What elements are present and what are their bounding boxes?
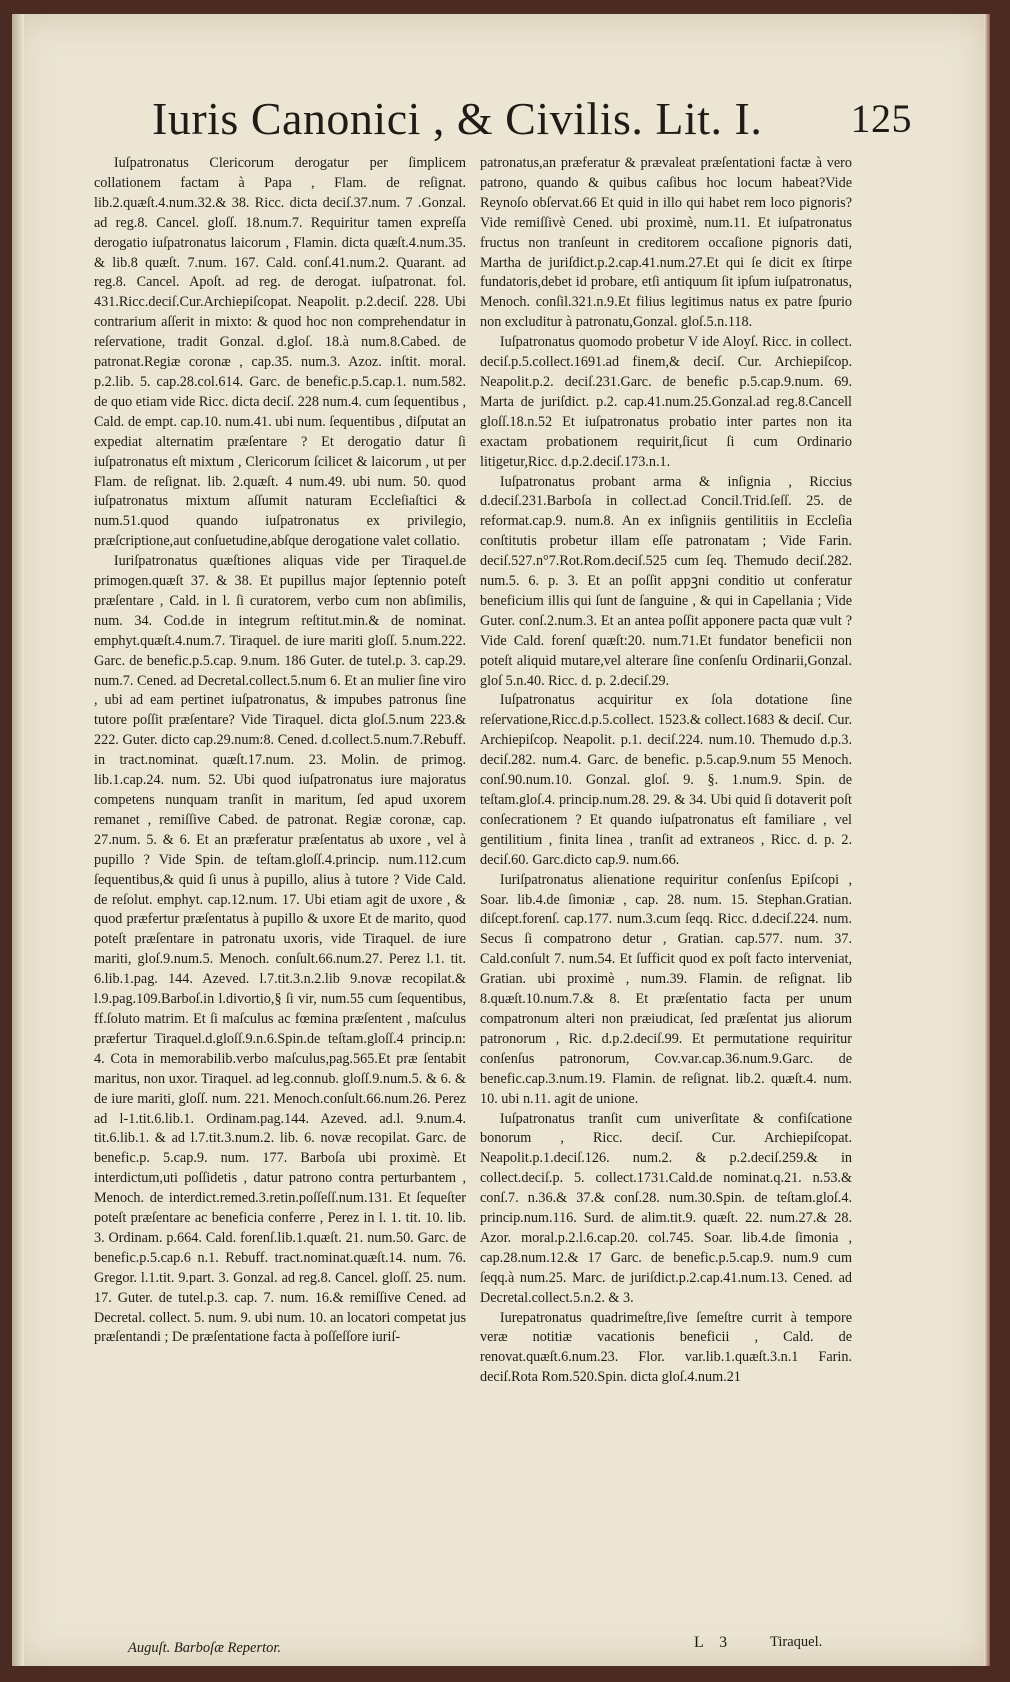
paragraph: Iurepatronatus quadrimeſtre,ſive ſemeſtre currit à tempore veræ notitiæ vacationis beneficii , Cald. de renovat.quæſt.6.num.23. Flor. var.lib.1.quæſt.3.n.1 Farin. deciſ.Rota Rom.520.Spin. dicta gloſ.4.num.21	[480, 1309, 852, 1386]
paragraph: Iuſpatronatus probant arma & inſignia , Riccius d.deciſ.231.Barboſa in collect.ad Concil.Trid.ſeſſ. 25. de reformat.cap.9. num.8. An ex inſigniis gentilitiis in Eccleſia conſtitutis probetur illam eſſe patronatam ; Vide Farin. deciſ.527.n°7.Rot.Rom.deciſ.525 cum ſeq. Themudo deciſ.282. num.5. 6. p. 3. Et an poſſit appꝫni conditio ut conferatur beneficium illis qui ſunt de ſanguine , & qui in Capellania ; Vide Guter. conſ.2.num.3. Et an antea poſſit apponere pacta quæ vult ? Vide Cald. forenſ quæſt:20. num.71.Et fundator beneficii non poteſt aliquid mutare,vel alterare ſine conſenſu Ordinarii,Gonzal. gloſ 5.n.40. Ricc. d. p. 2.deciſ.29.	[480, 473, 852, 689]
paragraph: Iuriſpatronatus alienatione requiritur conſenſus Epiſcopi , Soar. lib.4.de ſimoniæ , cap. 28. num. 15. Stephan.Gratian. diſcept.forenſ. cap.177. num.3.cum ſeqq. Ricc. d.deciſ.224. num. Secus ſi compatrono detur , Gratian. cap.577. num. 37. Cald.conſult 7. num.54. Et ſufficit quod ex poſt facto interveniat, Gratian. ubi proximè , num.39. Flamin. de reſignat. lib 8.quæſt.10.num.7.& 8. Et præſentatio facta per unum compatronum alteri non præiudicat, ſed præſentat jus aliorum patronorum , Ric. d.p.2.deciſ.99. Et permutatione requiritur conſenſus patronorum, Cov.var.cap.36.num.9.Garc. de benefic.cap.3.num.19. Flamin. de reſignat. lib.2. quæſt.4. num. 10. ubi n.11. agit de unione.	[480, 871, 852, 1107]
page-number: 125	[850, 96, 912, 141]
paragraph: Iuſpatronatus tranſit cum univerſitate & confiſcatione bonorum , Ricc. deciſ. Cur. Archiepiſcopat. Neapolit.p.1.deciſ.126. num.2. & p.2.deciſ.259.& in collect.deciſ.p. 5. collect.1731.Cald.de nominat.q.21. n.53.& conſ.7. n.36.& 37.& conſ.28. num.30.Spin. de teſtam.gloſ.4. princip.num.116. Surd. de alim.tit.9. quæſt. 22. num.27.& 28. Azor. moral.p.2.l.6.cap.20. col.745. Soar. lib.4.de ſimonia , cap.28.num.12.& 17 Garc. de benefic.p.5.cap.9. num.9 cum ſeqq.à num.25. Marc. de juriſdict.p.2.cap.41.num.13. Cened. ad Decretal.collect.5.n.2. & 3.	[480, 1110, 852, 1306]
paragraph: Iuriſpatronatus quæſtiones aliquas vide per Tiraquel.de primogen.quæſt 37. & 38. Et pupillus major ſeptennio poteſt præſentare , Cald. in l. ſi curatorem, verbo cum non abſimilis, num. 34. Cod.de in integrum reſtitut.min.& de nominat. emphyt.quæſt.4.num.7. Tiraquel. de iure mariti gloſſ. 5.num.222. Garc. de benefic.p.5.cap. 9.num. 186 Guter. de tutel.p. 3. cap.29. num.7. Cened. ad Decretal.collect.5.num 6. Et an mulier ſine viro , ubi ad eam pertinet iuſpatronatus, & impubes patronus ſine tutore poſſit præſentare? Vide Tiraquel. dicta gloſ.5.num 223.& 222. Guter. dicto cap.29.num:8. Cened. d.collect.5.num.7.Rebuff. in tract.nominat. quæſt.17.num. 23. Molin. de primog. lib.1.cap.24. num. 52. Ubi quod iuſpatronatus iure majoratus competens nunquam tranſit in maritum, ſed apud uxorem remanet , remiſſive Cabed. de patronat. Regiæ coronæ, cap. 27.num. 5. & 6. Et an præferatur præſentatus ab uxore , vel à pupillo ? Vide Spin. de teſtam.gloſſ.4.princip. num.112.cum ſequentibus,& quid ſi unus à pupillo, alius à tutore ? Vide Cald. de reſolut. emphyt. cap.12.num. 17. Ubi etiam agit de uxore , & quod præfertur præſentatus à pupillo & uxore Et de marito, quod poteſt præſentare in patronatu uxoris, vide Tiraquel. de iure mariti, gloſ.9.num.5. Menoch. conſult.66.num.27. Perez l.1. tit. 6.lib.1.pag. 144. Azeved. l.7.tit.3.n.2.lib 9.novæ recopilat.& l.9.pag.109.Barboſ.in l.divortio,§ ſi vir, num.55 cum ſequentibus, ff.ſoluto matrim. Et ſi maſculus ac fœmina præſentent , maſculus præfertur Tiraquel.d.gloſſ.9.n.6.Spin.de teſtam.gloſſ.4 princip.n: 4. Cota in memorabilib.verbo maſculus,pag.565.Et præ ſentabit maritus, non uxor. Tiraquel. ad leg.connub. gloſſ.9.num.5. & 6. & de iure mariti, gloſſ. num. 221. Menoch.conſult.66.num.26. Perez ad l-1.tit.6.lib.1. Ordinam.pag.144. Azeved. ad.l. 9.num.4. tit.6.lib.1. & ad l.7.tit.3.num.2. lib. 6. novæ recopilat. Garc. de benefic.p. 5.cap.9. num. 177. Barboſa ubi proximè. Et interdictum,uti poſſidetis , datur patrono contra perturbantem , Menoch. de interdict.remed.3.retin.poſſeſſ.num.131. Et ſequeſter poteſt præſentare ac beneficia conferre , Perez in l. 1. tit. 10. lib. 3. Ordinam. p.664. Cald. forenſ.lib.1.quæſt. 21. num.50. Garc. de benefic.p.5.cap.6 n.1. Rebuff. tract.nominat.quæſt.14. num. 76. Gregor. l.1.tit. 9.part. 3. Gonzal. ad reg.8. Cancel. gloſſ. 25. num. 17. Guter. de tutel.p.3. cap. 7. num. 16.& remiſſive Cened. ad Decretal. collect. 5. num. 9. ubi num. 10. an locatori competat jus præſentandi ; De præſentatione facta à poſſeſſore iuriſ-	[94, 553, 466, 1346]
running-header	[152, 93, 912, 144]
left-column	[94, 154, 466, 1348]
page-title: Iuris Canonici , & Civilis. Lit. I.	[152, 93, 763, 144]
right-catchword: Tiraquel.	[770, 1634, 823, 1650]
page-gutter	[12, 14, 24, 1666]
paragraph: Iuſpatronatus acquiritur ex ſola dotatione ſine reſervatione,Ricc.d.p.5.collect. 1523.& collect.1683 & deciſ. Cur. Archiepiſcop. Neapolit. p.1. deciſ.224. num.10. Themudo d.p.3. deciſ.282. num.4. Garc. de benefic. p.5.cap.9.num 55 Menoch. conſ.90.num.10. Gonzal. gloſ. 9. §. 1.num.9. Spin. de teſtam.gloſ.4. princip.num.28. 29. & 34. Ubi quid ſi dotaverit poſt conſecrationem ? Et quando iuſpatronatus eſt familiare , vel gentilitium , finita linea , tranſit ad extraneos , Ricc. d. p. 2. deciſ.60. Garc.dicto cap.9. num.66.	[480, 692, 852, 868]
signature-mark: L 3	[694, 1634, 734, 1651]
page-edge	[984, 14, 990, 1666]
paragraph: Iuſpatronatus Clericorum derogatur per ſimplicem collationem factam à Papa , Flam. de reſignat. lib.2.quæſt.4.num.32.& 38. Ricc. dicta deciſ.37.num. 7 .Gonzal. ad reg.8. Cancel. gloſſ. 18.num.7. Requiritur tamen expreſſa derogatio iuſpatronatus laicorum , Flamin. dicta quæſt.4.num.35. & lib.8 quæſt. 7.num. 167. Cald. conſ.41.num.2. Quarant. ad reg.8. Cancel. Apoſt. ad reg. de derogat. iuſpatronat. fol. 431.Ricc.deciſ.Cur.Archiepiſcopat. Neapolit. p.2.deciſ. 228. Ubi contrarium aſſerit in mixto: & quod hoc non comprehendatur in reſervatione, tradit Gonzal. d.gloſ. 18.à num.8.Cabed. de patronat.Regiæ coronæ , cap.35. num.3. Azoz. inſtit. moral. p.2.lib. 5. cap.28.col.614. Garc. de benefic.p.5.cap.1. num.582. de quo etiam vide Ricc. dicta deciſ. 228 num.4. cum ſequentibus , Cald. de empt. cap.10. num.41. ubi num. ſequentibus , diſputat an expediat alternatim præſentare ? Et derogatio datur ſi iuſpatronatus eſt mixtum , Clericorum ſcilicet & laicorum , ut per Flam. de reſignat. lib. 2.quæſt. 4 num.49. ubi num. 50. quod iuſpatronatus mixtum aſſumit naturam Eccleſiaſtici & num.51.quod quando iuſpatronatus ex privilegio, præſcriptione,aut conſuetudine,abſque derogatione valet collatio.	[94, 155, 466, 550]
left-catchword: Auguſt. Barboſæ Repertor.	[128, 1640, 282, 1656]
right-column	[480, 154, 852, 1388]
paragraph: Iuſpatronatus quomodo probetur V ide Aloyſ. Ricc. in collect. deciſ.p.5.collect.1691.ad finem,& deciſ. Cur. Archiepiſcop. Neapolit.p.2. deciſ.231.Garc. de benefic p.5.cap.9.num. 69. Marta de juriſdict. p.2. cap.41.num.25.Gonzal.ad reg.8.Cancell gloſſ.18.n.52 Et iuſpatronatus probatio inter partes non ita exactam probationem requirit,ſicut ſi cum Ordinario litigetur,Ricc. d.p.2.deciſ.173.n.1.	[480, 334, 852, 470]
paragraph: patronatus,an præferatur & prævaleat præſentationi factæ à vero patrono, quando & quibus caſibus hoc locum habeat?Vide Reynoſo obſervat.66 Et quid in illo qui habet rem loco pignoris?Vide remiſſivè Cened. ubi proximè, num.11. Et iuſpatronatus fructus non tranſeunt in creditorem occaſione pignoris dati, Martha de juriſdict.p.2.cap.41.num.27.Et qui ſe dicit ex ſtirpe fundatoris,debet id probare, etſi antiquum ſit ipſum iuſpatronatus, Menoch. conſil.321.n.9.Et filius legitimus natus ex patre ſpurio non excluditur à patronatu,Gonzal. gloſ.5.n.118.	[480, 155, 852, 331]
book-page	[12, 14, 990, 1666]
